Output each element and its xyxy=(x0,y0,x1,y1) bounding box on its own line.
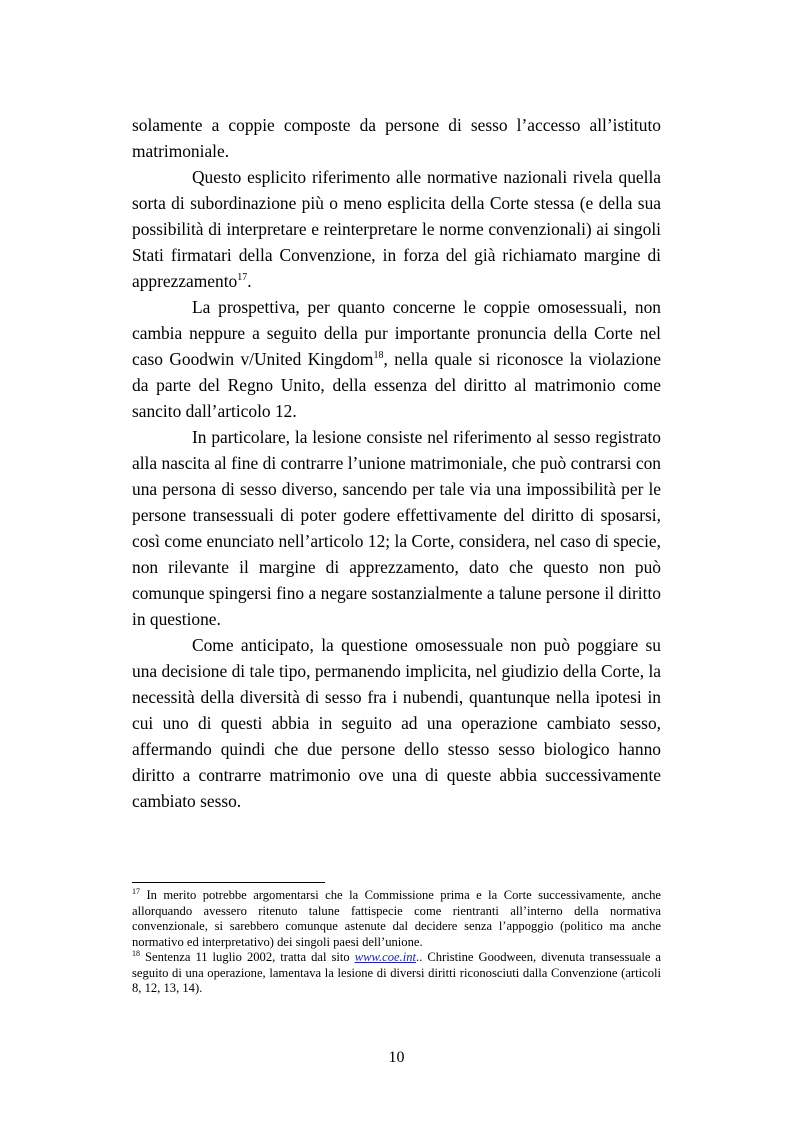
paragraph-1: solamente a coppie composte da persone di sesso l’accesso all’istituto matrimoniale. xyxy=(132,115,661,161)
page-number: 10 xyxy=(388,1049,405,1066)
footnote-17 xyxy=(132,888,661,950)
paragraph-2-end: . xyxy=(247,271,252,291)
footnote-18-text-before: Sentenza 11 luglio 2002, tratta dal sito xyxy=(140,950,355,964)
footnote-18-number: 18 xyxy=(132,949,140,958)
footnotes xyxy=(132,888,661,997)
footnote-18-text-after: .. Christine Goodween, divenuta transessuale a seguito di una operazione, lamentava la lesione di diversi diritti riconosciuti dalla Convenzione (articoli 8, 12, 13, 14). xyxy=(132,950,661,995)
paragraph-4: In particolare, la lesione consiste nel riferimento al sesso registrato alla nascita al fine di contrarre l’unione matrimoniale, che può contrarsi con una persona di sesso diverso, sancendo per tale via una impossibilità per le persone transessuali di poter godere effettivamente del diritto di sposarsi, così come enunciato nell’articolo 12; la Corte, considera, nel caso di specie, non rilevante il margine di apprezzamento, dato che questo non può comunque spingersi fino a negare sostanzialmente a talune persone il diritto in questione. xyxy=(132,427,661,629)
footnote-ref-18[interactable]: 18 xyxy=(373,350,384,361)
paragraph-3-text: La prospettiva, per quanto concerne le coppie omosessuali, non cambia neppure a seguito della pur importante pronuncia della Corte nel caso Goodwin v/United Kingdom xyxy=(132,297,661,369)
footnote-separator xyxy=(132,882,325,883)
paragraph-3-end: , nella quale si riconosce la violazione da parte del Regno Unito, della essenza del diritto al matrimonio come sancito dall’articolo 12. xyxy=(132,349,661,421)
paragraph-2 xyxy=(132,164,661,294)
source-link[interactable]: www.coe.int xyxy=(354,950,417,964)
footnote-18 xyxy=(132,950,661,997)
footnote-ref-17[interactable]: 17 xyxy=(237,272,248,283)
footnote-17-number: 17 xyxy=(132,887,140,896)
paragraph-2-text: Questo esplicito riferimento alle normative nazionali rivela quella sorta di subordinazione più o meno esplicita della Corte stessa (e della sua possibilità di interpretare e reinterpretare le norme convenzionali) ai singoli Stati firmatari della Convenzione, in forza del già richiamato margine di apprezzamento xyxy=(132,167,661,291)
main-text xyxy=(132,112,661,814)
footnote-17-text: In merito potrebbe argomentarsi che la Commissione prima e la Corte successivamente, anche allorquando avessero ritenuto talune fattispecie come rientranti all’interno della normativa convenzionale, si sarebbero comunque astenute dal decidere senza l’appoggio (politico ma anche normativo ed interpretativo) dei singoli paesi dell’unione. xyxy=(132,888,661,949)
paragraph-5: Come anticipato, la questione omosessuale non può poggiare su una decisione di tale tipo, permanendo implicita, nel giudizio della Corte, la necessità della diversità di sesso fra i nubendi, quantunque nella ipotesi in cui uno di questi abbia in seguito ad una operazione cambiato sesso, affermando quindi che due persone dello stesso sesso biologico hanno diritto a contrarre matrimonio ove una di queste abbia successivamente cambiato sesso. xyxy=(132,635,661,811)
paragraph-3 xyxy=(132,294,661,424)
